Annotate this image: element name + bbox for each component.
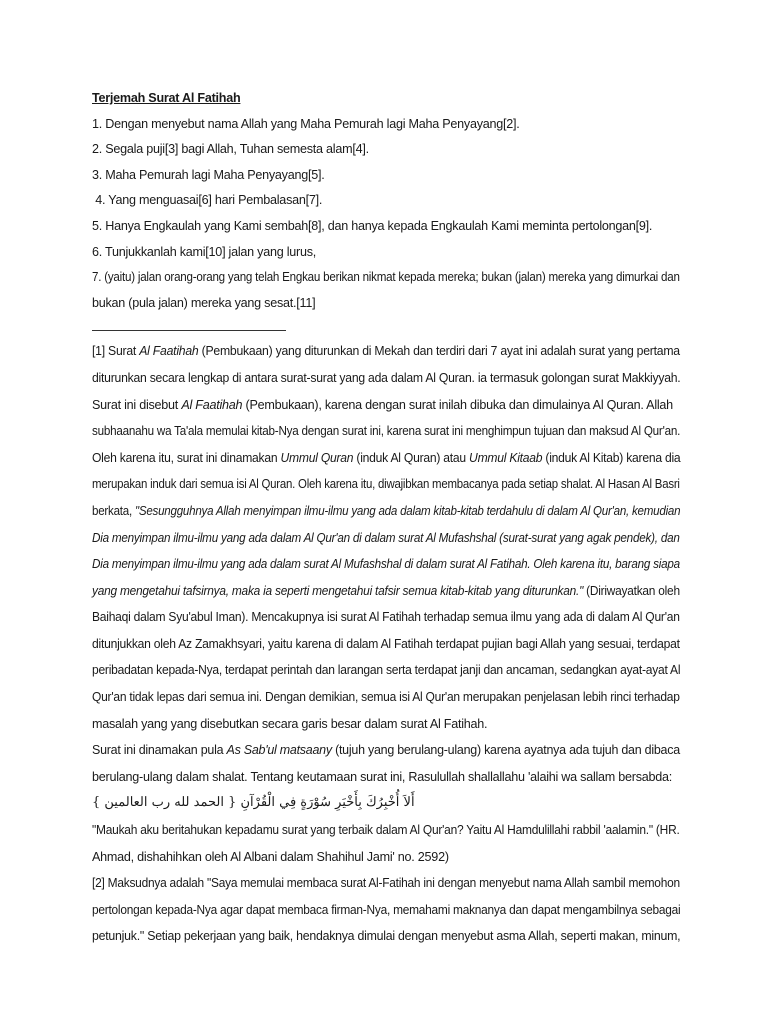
footnote-line: peribadatan kepada-Nya, terdapat perintah dan larangan serta terdapat janji dan ancaman, sedangkan ayat-ayat Al [92, 663, 681, 678]
footnote-line [92, 338, 680, 365]
footnote-text: (tujuh yang berulang-ulang) karena ayatnya ada tujuh dan dibaca [331, 743, 680, 758]
verse-6: 6. Tunjukkanlah kami[10] jalan yang lurus, [92, 244, 317, 259]
footnotes [92, 338, 681, 950]
footnote-text: Surat ini disebut [92, 397, 182, 412]
footnote-text: (induk Al Kitab) karena dia [542, 450, 681, 465]
footnote-text: Oleh karena itu, surat ini dinamakan [92, 450, 281, 465]
footnote-text: Surat ini dinamakan pula [92, 743, 227, 758]
footnote-line: berulang-ulang dalam shalat. Tentang keutamaan surat ini, Rasulullah shallallahu 'alaihi wa sallam bersabda: [92, 769, 673, 784]
verse-4: 4. Yang menguasai[6] hari Pembalasan[7]. [92, 193, 323, 208]
arabic-hadith: أَلاَ أُخْبِرُكَ بِأَخْيَرِ سُوْرَةٍ فِي الْقُرْآنِ { الحمد لله رب العالمين } [92, 795, 415, 811]
footnote-line: subhaanahu wa Ta'ala memulai kitab-Nya dengan surat ini, karena surat ini menghimpun tujuan dan maksud Al Qur'an. [92, 424, 681, 439]
footnote-line: pertolongan kepada-Nya agar dapat membaca firman-Nya, memahami maknanya dan dapat mengambilnya sebagai [92, 902, 681, 917]
footnote-text: (Diriwayatkan oleh [583, 583, 680, 598]
footnote-line: Baihaqi dalam Syu'abul Iman). Mencakupnya isi surat Al Fatihah terhadap semua ilmu yang ada di dalam Al Qur'an [92, 610, 680, 625]
footnote-line [92, 578, 680, 605]
verse-2: 2. Segala puji[3] bagi Allah, Tuhan semesta alam[4]. [92, 142, 369, 157]
footnote-line [92, 551, 680, 578]
footnote-italic: Al Faatihah [139, 344, 199, 359]
footnote-italic: Ummul Quran [280, 450, 354, 465]
verse-list [92, 112, 678, 317]
footnote-line: Qur'an tidak lepas dari semua ini. Dengan demikian, semua isi Al Qur'an merupakan penjelasan lebih rinci terhadap [92, 690, 680, 705]
footnote-line [92, 445, 681, 472]
footnote-italic: yang mengetahui tafsirnya, maka ia seperti mengetahui tafsir semua kitab-kitab yang diturunkan." [92, 583, 584, 598]
verse-1: 1. Dengan menyebut nama Allah yang Maha Pemurah lagi Maha Penyayang[2]. [92, 116, 520, 131]
footnote-line [92, 737, 680, 764]
footnote-line [92, 392, 678, 419]
footnote-line: petunjuk." Setiap pekerjaan yang baik, hendaknya dimulai dengan menyebut asma Allah, seperti makan, minum, [92, 929, 681, 944]
footnote-italic: As Sab'ul matsaany [226, 743, 332, 758]
footnote-line [92, 498, 681, 525]
footnote-line: [2] Maksudnya adalah "Saya memulai membaca surat Al-Fatihah ini dengan menyebut nama Allah sambil memohon [92, 876, 680, 891]
document-title: Terjemah Surat Al Fatihah [92, 91, 241, 105]
footnote-line: ditunjukkan oleh Az Zamakhsyari, yaitu karena di dalam Al Fatihah terdapat pujian bagi Allah yang sesuai, terdapat [92, 636, 680, 651]
verse-3: 3. Maha Pemurah lagi Maha Penyayang[5]. [92, 167, 325, 182]
footnote-line [92, 525, 680, 552]
verse-5: 5. Hanya Engkaulah yang Kami sembah[8], dan hanya kepada Engkaulah Kami meminta pertolongan[9]. [92, 218, 653, 233]
footnote-italic: "Sesungguhnya Allah menyimpan ilmu-ilmu yang ada dalam kitab-kitab terdahulu di dalam Al Qur'an, kemudian [134, 503, 681, 518]
footnote-line: "Maukah aku beritahukan kepadamu surat yang terbaik dalam Al Qur'an? Yaitu Al Hamdulillahi rabbil 'aalamin." (HR. [92, 823, 680, 838]
footnote-italic: Ummul Kitaab [469, 450, 543, 465]
footnote-text: berkata, [92, 503, 135, 518]
verse-7: 7. (yaitu) jalan orang-orang yang telah Engkau berikan nikmat kepada mereka; bukan (jalan) mereka yang dimurkai dan [92, 270, 680, 285]
footnote-text: (induk Al Quran) atau [353, 450, 470, 465]
footnote-italic: Dia menyimpan ilmu-ilmu yang ada dalam surat Al Mufashshal di dalam surat Al Fatihah. Oleh karena itu, barang siapa [92, 557, 680, 572]
footnote-text: [1] Surat [92, 344, 140, 359]
footnote-line: Ahmad, dishahihkan oleh Al Albani dalam Shahihul Jami' no. 2592) [92, 849, 449, 864]
footnote-italic: Al Faatihah [181, 397, 243, 412]
footnote-line: masalah yang yang disebutkan secara garis besar dalam surat Al Fatihah. [92, 716, 488, 731]
footnote-divider [92, 330, 286, 331]
footnote-italic: Dia menyimpan ilmu-ilmu yang ada dalam Al Qur'an di dalam surat Al Mufashshal (surat-surat yang agak pendek), dan [92, 530, 680, 545]
footnote-text: (Pembukaan), karena dengan surat inilah dibuka dan dimulainya Al Quran. Allah [242, 397, 673, 412]
footnote-line: diturunkan secara lengkap di antara surat-surat yang ada dalam Al Quran. ia termasuk golongan surat Makkiyyah. [92, 370, 681, 385]
verse-7-continued: bukan (pula jalan) mereka yang sesat.[11] [92, 295, 316, 310]
footnote-line: merupakan induk dari semua isi Al Quran. Oleh karena itu, diwajibkan membacanya pada setiap shalat. Al Hasan Al Basri [92, 477, 680, 492]
footnote-text: (Pembukaan) yang diturunkan di Mekah dan terdiri dari 7 ayat ini adalah surat yang pertama [198, 344, 680, 359]
